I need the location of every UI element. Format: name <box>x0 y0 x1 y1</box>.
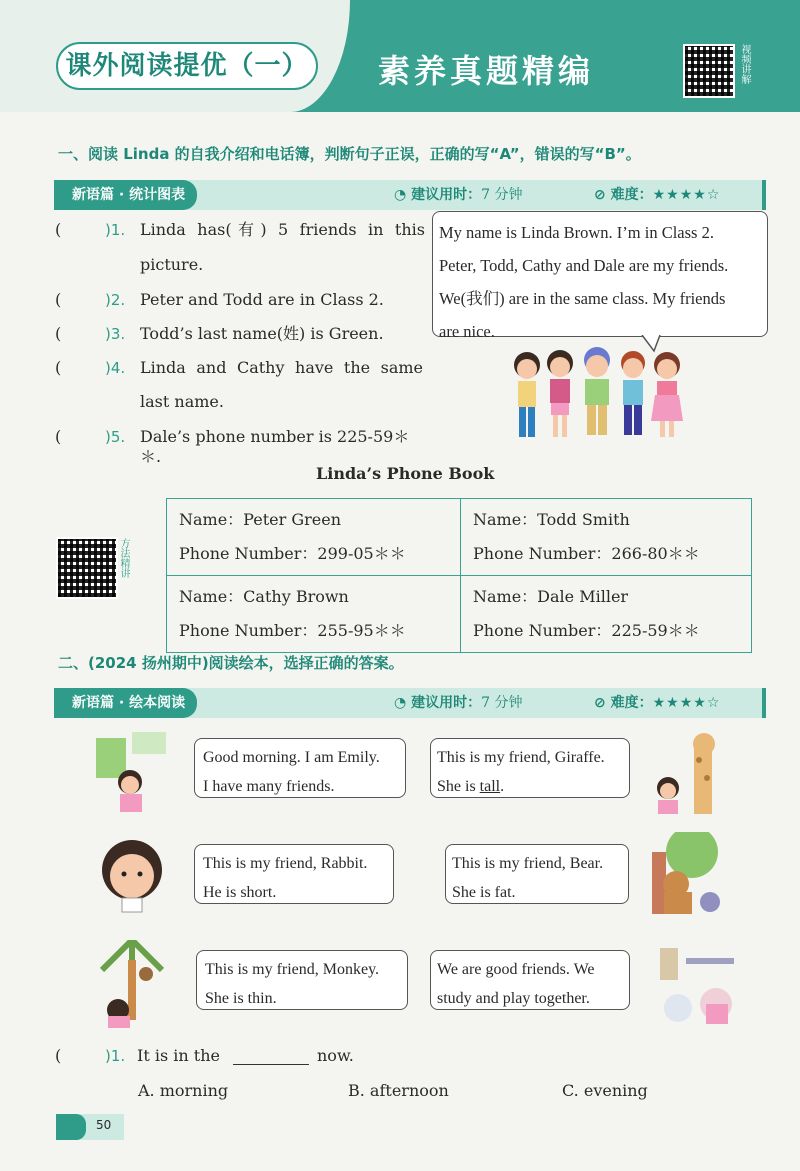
fill-in-blank[interactable] <box>233 1064 309 1065</box>
phonebook-cell: Name：Cathy Brown Phone Number：255-95＊＊ <box>167 576 461 653</box>
phone-book-table <box>166 498 752 653</box>
phonebook-title: Linda’s Phone Book <box>316 464 495 483</box>
phonebook-cell: Name：Dale Miller Phone Number：225-59＊＊ <box>461 576 752 653</box>
method-qr-label: 方法精讲 <box>118 538 129 578</box>
part1-band-tag: 新语篇 · 统计图表 <box>54 180 197 210</box>
part1-band <box>54 180 766 210</box>
part1-time: ◔ 建议用时：7 分钟 <box>394 187 523 203</box>
clock-icon: ◔ <box>394 695 407 711</box>
emily-park-illustration <box>92 730 172 812</box>
series-title-pill <box>56 42 318 90</box>
table-row <box>167 576 752 653</box>
phonebook-cell: Name：Todd Smith Phone Number：266-80＊＊ <box>461 499 752 576</box>
kid-figure <box>621 351 645 435</box>
page-number-tab <box>56 1114 124 1140</box>
check-circle-icon: ⊘ <box>594 695 606 711</box>
kid-figure <box>584 347 610 435</box>
phonebook-cell: Name：Peter Green Phone Number：299-05＊＊ <box>167 499 461 576</box>
part1-instruction: 一、阅读 Linda 的自我介绍和电话簿，判断句子正误，正确的写“A”，错误的写“B”。 <box>58 145 641 163</box>
underlined-word: tall <box>479 778 501 795</box>
emily-rabbit-illustration <box>92 838 172 914</box>
part2-instruction: 二、(2024 扬州期中)阅读绘本，选择正确的答案。 <box>58 654 404 672</box>
linda-intro-bubble: My name is Linda Brown. I’m in Class 2. Peter, Todd, Cathy and Dale are my friends. We(我们) are in the same class. My friends are nice. <box>432 211 768 337</box>
difficulty-stars: ★★★★☆ <box>652 695 721 711</box>
difficulty-stars: ★★★★☆ <box>652 187 721 203</box>
page-number: 50 <box>96 1118 112 1132</box>
answer-blank-1[interactable] <box>75 220 103 241</box>
bear-illustration <box>640 832 735 918</box>
friends-playing-illustration <box>656 944 738 1026</box>
pencil-icon <box>56 1114 86 1140</box>
part2-band-tag: 新语篇 · 绘本阅读 <box>54 688 197 718</box>
clock-icon: ◔ <box>394 187 407 203</box>
story-bubble-1: Good morning. I am Emily. I have many friends. <box>194 738 406 798</box>
five-friends-illustration <box>505 343 690 443</box>
story-bubble-3: This is my friend, Rabbit. He is short. <box>194 844 394 904</box>
kid-figure <box>514 352 540 437</box>
option-a[interactable]: A. morning <box>138 1081 229 1100</box>
qr-label: 视频讲解 <box>739 44 750 84</box>
answer-blank[interactable] <box>75 1046 103 1066</box>
qr-code-icon[interactable] <box>683 44 735 98</box>
check-circle-icon: ⊘ <box>594 187 606 203</box>
answer-blank-2[interactable] <box>75 290 103 310</box>
part2-time: ◔ 建议用时：7 分钟 <box>394 695 523 711</box>
part2-band <box>54 688 766 718</box>
story-bubble-4: This is my friend, Bear. She is fat. <box>445 844 629 904</box>
book-title: 素养真题精编 <box>378 52 595 90</box>
option-c[interactable]: C. evening <box>562 1081 648 1100</box>
story-bubble-2: This is my friend, Giraffe. She is tall. <box>430 738 630 798</box>
answer-blank-4[interactable] <box>75 358 103 378</box>
monkey-tree-illustration <box>92 940 172 1028</box>
kid-figure <box>547 350 573 437</box>
method-qr-icon[interactable] <box>56 537 118 599</box>
answer-blank-3[interactable] <box>75 324 103 344</box>
giraffe-illustration <box>652 730 732 815</box>
kid-figure <box>651 352 683 437</box>
part1-difficulty: ⊘ 难度：★★★★☆ <box>594 187 721 203</box>
part2-difficulty: ⊘ 难度：★★★★☆ <box>594 695 721 711</box>
series-title: 课外阅读提优（一） <box>65 51 309 81</box>
table-row <box>167 499 752 576</box>
story-bubble-5: This is my friend, Monkey. She is thin. <box>196 950 408 1010</box>
story-bubble-6: We are good friends. We study and play together. <box>430 950 630 1010</box>
option-b[interactable]: B. afternoon <box>348 1081 449 1100</box>
answer-blank-5[interactable] <box>75 427 103 447</box>
